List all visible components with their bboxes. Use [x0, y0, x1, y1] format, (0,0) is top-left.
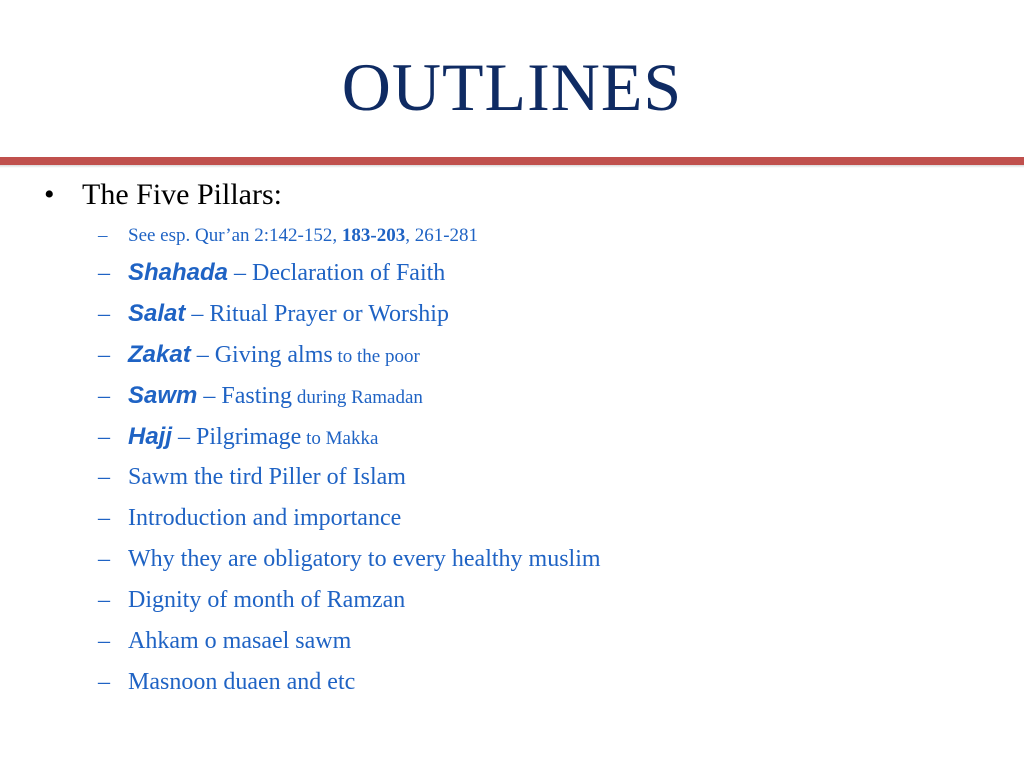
pillar-extra: to the poor [332, 346, 420, 367]
list-item [98, 503, 401, 533]
dash-marker: – [98, 260, 110, 286]
reference-prefix: See esp. Qur’an 2:142-152, [128, 225, 342, 246]
list-item-text: Why they are obligatory to every healthy muslim [128, 546, 601, 572]
pillar-item [98, 381, 423, 413]
dash-marker: – [98, 669, 110, 695]
dash-marker: – [98, 424, 110, 450]
pillar-desc: – Declaration of Faith [228, 260, 446, 286]
heading-text: The Five Pillars: [82, 178, 282, 211]
pillar-term: Shahada [128, 259, 229, 286]
list-item-text: Dignity of month of Ramzan [128, 587, 406, 613]
list-item-text: Introduction and importance [128, 505, 402, 531]
pillar-desc: – Giving alms [190, 342, 333, 368]
pillar-term: Salat [128, 300, 186, 327]
dash-marker: – [98, 505, 110, 531]
list-item [98, 544, 601, 574]
heading-bullet [44, 175, 282, 215]
dash-marker: – [98, 587, 110, 613]
slide-title: OUTLINES [341, 49, 683, 125]
pillar-term: Zakat [128, 341, 191, 368]
pillar-item [98, 299, 449, 331]
dash-marker: – [98, 383, 110, 409]
dash-marker: – [98, 225, 108, 246]
pillar-desc: – Pilgrimage [172, 424, 302, 450]
reference-item [98, 221, 478, 251]
pillar-extra: during Ramadan [292, 387, 423, 408]
list-item [98, 585, 405, 615]
list-item [98, 462, 406, 492]
list-item [98, 667, 355, 697]
reference-suffix: , 261-281 [405, 225, 479, 246]
pillar-desc: – Fasting [197, 383, 293, 409]
pillar-item [98, 340, 420, 372]
pillar-term: Sawm [128, 382, 198, 409]
bullet-marker: • [44, 178, 55, 211]
list-item [98, 626, 351, 656]
pillar-desc: – Ritual Prayer or Worship [185, 301, 449, 327]
pillar-extra: to Makka [301, 428, 379, 449]
pillar-item [98, 422, 378, 454]
pillar-item [98, 258, 445, 290]
dash-marker: – [98, 464, 110, 490]
dash-marker: – [98, 628, 110, 654]
reference-bold: 183-203 [341, 225, 406, 246]
dash-marker: – [98, 301, 110, 327]
list-item-text: Ahkam o masael sawm [128, 628, 352, 654]
dash-marker: – [98, 546, 110, 572]
dash-marker: – [98, 342, 110, 368]
pillar-term: Hajj [128, 423, 173, 450]
list-item-text: Sawm the tird Piller of Islam [128, 464, 406, 490]
list-item-text: Masnoon duaen and etc [128, 669, 356, 695]
